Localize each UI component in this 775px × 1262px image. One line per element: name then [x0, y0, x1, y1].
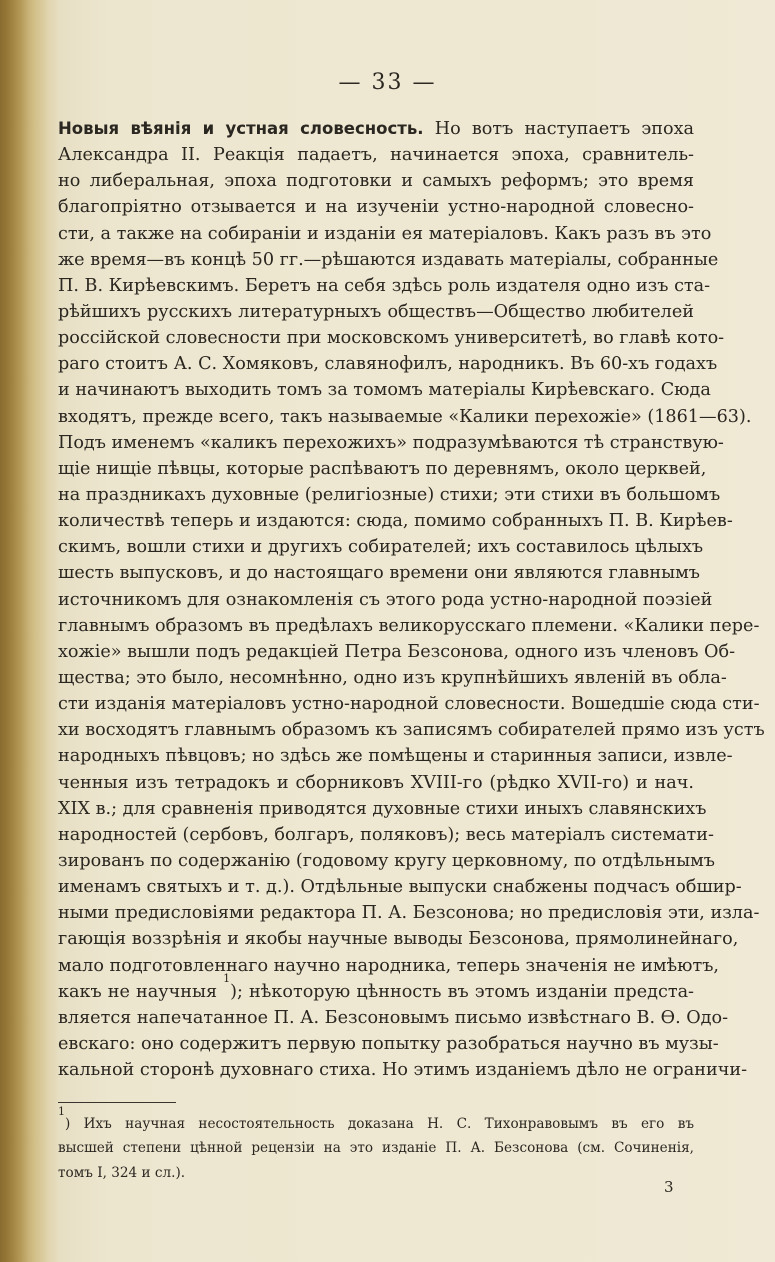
text-line-28: народностей (сербовъ, болгаръ, поляковъ); весь матеріалъ системати- — [58, 824, 714, 845]
text-line-24: хи восходятъ главнымъ образомъ къ записямъ собирателей прямо изъ устъ — [58, 720, 765, 741]
text-line-36: евскаго: оно содержитъ первую попытку разобраться научно въ музы- — [58, 1033, 719, 1054]
text-line-11: и начинаютъ выходить томъ за томомъ матеріалы Кирѣевскаго. Сюда — [58, 380, 711, 401]
text-line-29: зированъ по содержанію (годовому кругу церковному, по отдѣльнымъ — [58, 850, 715, 871]
page-number: — 33 — — [338, 70, 437, 95]
text-line-21: хожіе» вышли подъ редакціей Петра Безсонова, одного изъ членовъ Об- — [58, 641, 736, 662]
text-line-14: щіе нищіе пѣвцы, которые распѣваютъ по деревнямъ, около церквей, — [58, 458, 707, 479]
text-line-32: гающія воззрѣнія и якобы научные выводы Безсонова, прямолинейнаго, — [58, 929, 739, 950]
text-line-18: шесть выпусковъ, и до настоящаго времени они являются главнымъ — [58, 563, 700, 584]
text-line-20: главнымъ образомъ въ предѣлахъ великорусскаго племени. «Калики пере- — [58, 615, 760, 636]
text-line-37: кальной сторонѣ духовнаго стиха. Но этимъ изданіемъ дѣло не ограничи- — [58, 1060, 748, 1081]
footnote-line-3: томъ I, 324 и сл.). — [58, 1164, 186, 1181]
text-line-25: народныхъ пѣвцовъ; но здѣсь же помѣщены и старинныя записи, извле- — [58, 746, 733, 767]
footnotes — [58, 1105, 694, 1185]
text-line-7: П. В. Кирѣевскимъ. Беретъ на себя здѣсь роль издателя одно изъ ста- — [58, 275, 711, 296]
text-line-8: рѣйшихъ русскихъ литературныхъ обществъ—Общество любителей — [58, 301, 694, 322]
text-line-5: сти, а также на собираніи и изданіи ея матеріаловъ. Какъ разъ въ это — [58, 223, 712, 244]
text-line-17: скимъ, вошли стихи и другихъ собирателей; ихъ составилось цѣлыхъ — [58, 537, 704, 558]
footnote-divider — [58, 1102, 176, 1103]
text-line-27: XIX в.; для сравненія приводятся духовные стихи иныхъ славянскихъ — [58, 798, 707, 819]
text-line-31: ными предисловіями редактора П. А. Безсонова; но предисловія эти, изла- — [58, 903, 760, 924]
text-line-35: вляется напечатанное П. А. Безсоновымъ письмо извѣстнаго В. Ѳ. Одо- — [58, 1007, 729, 1028]
text-line-13: Подъ именемъ «каликъ перехожихъ» подразумѣваются тѣ странствую- — [58, 432, 724, 453]
text-line-19: источникомъ для ознакомленія съ этого рода устно-народной поэзіей — [58, 589, 713, 610]
text-line-12: входятъ, прежде всего, такъ называемые «Калики перехожіе» (1861—63). — [58, 406, 752, 427]
signature-mark: 3 — [664, 1178, 674, 1196]
footnote-line-1: $^1$) Ихъ научная несостоятельность доказана Н. С. Тихонравовымъ въ его въ — [58, 1105, 694, 1132]
section-heading: Новыя вѣянія и устная словесность. — [58, 119, 424, 138]
body-text — [58, 116, 765, 1083]
text-line-4: благопріятно отзывается и на изученіи устно-народной словесно- — [58, 197, 694, 218]
footnote-number: 1 — [58, 1105, 65, 1118]
text-line-3: но либеральная, эпоха подготовки и самыхъ реформъ; это время — [58, 171, 694, 192]
text-line-16: количествѣ теперь и издаются: сюда, помимо собранныхъ П. В. Кирѣев- — [58, 511, 733, 532]
text-line-9: россійской словесности при московскомъ университетѣ, во главѣ кото- — [58, 328, 725, 349]
text-line-34: какъ не научныя $^1$); нѣкоторую цѣнность въ этомъ изданіи предста- — [58, 971, 695, 1002]
text-line-30: именамъ святыхъ и т. д.). Отдѣльные выпуски снабжены подчасъ обшир- — [58, 877, 742, 898]
text-line-1: Новыя вѣянія и устная словесность. Но вотъ наступаетъ эпоха — [58, 119, 694, 139]
binding-shadow — [0, 0, 48, 1262]
text-line-6: же время—въ концѣ 50 гг.—рѣшаются издавать матеріалы, собранные — [58, 249, 719, 270]
text-line-33: мало подготовленнаго научно народника, теперь значенія не имѣютъ, — [58, 955, 720, 976]
text-line-22: щества; это было, несомнѣнно, одно изъ крупнѣйшихъ явленій въ обла- — [58, 667, 727, 688]
footnote-line-2: высшей степени цѣнной рецензіи на это изданіе П. А. Безсонова (см. Сочиненія, — [58, 1140, 694, 1157]
text-line-2: Александра II. Реакція падаетъ, начинается эпоха, сравнитель- — [58, 145, 694, 166]
text-line-10: раго стоитъ А. С. Хомяковъ, славянофилъ, народникъ. Въ 60-хъ годахъ — [58, 354, 718, 375]
text-line-26: ченныя изъ тетрадокъ и сборниковъ XVIII-го (рѣдко XVII-го) и нач. — [58, 772, 694, 793]
footnote-marker: 1 — [223, 971, 231, 985]
text-line-23: сти изданія матеріаловъ устно-народной словесности. Вошедшіе сюда сти- — [58, 694, 760, 715]
text-line-15: на праздникахъ духовные (религіозные) стихи; эти стихи въ большомъ — [58, 484, 721, 505]
